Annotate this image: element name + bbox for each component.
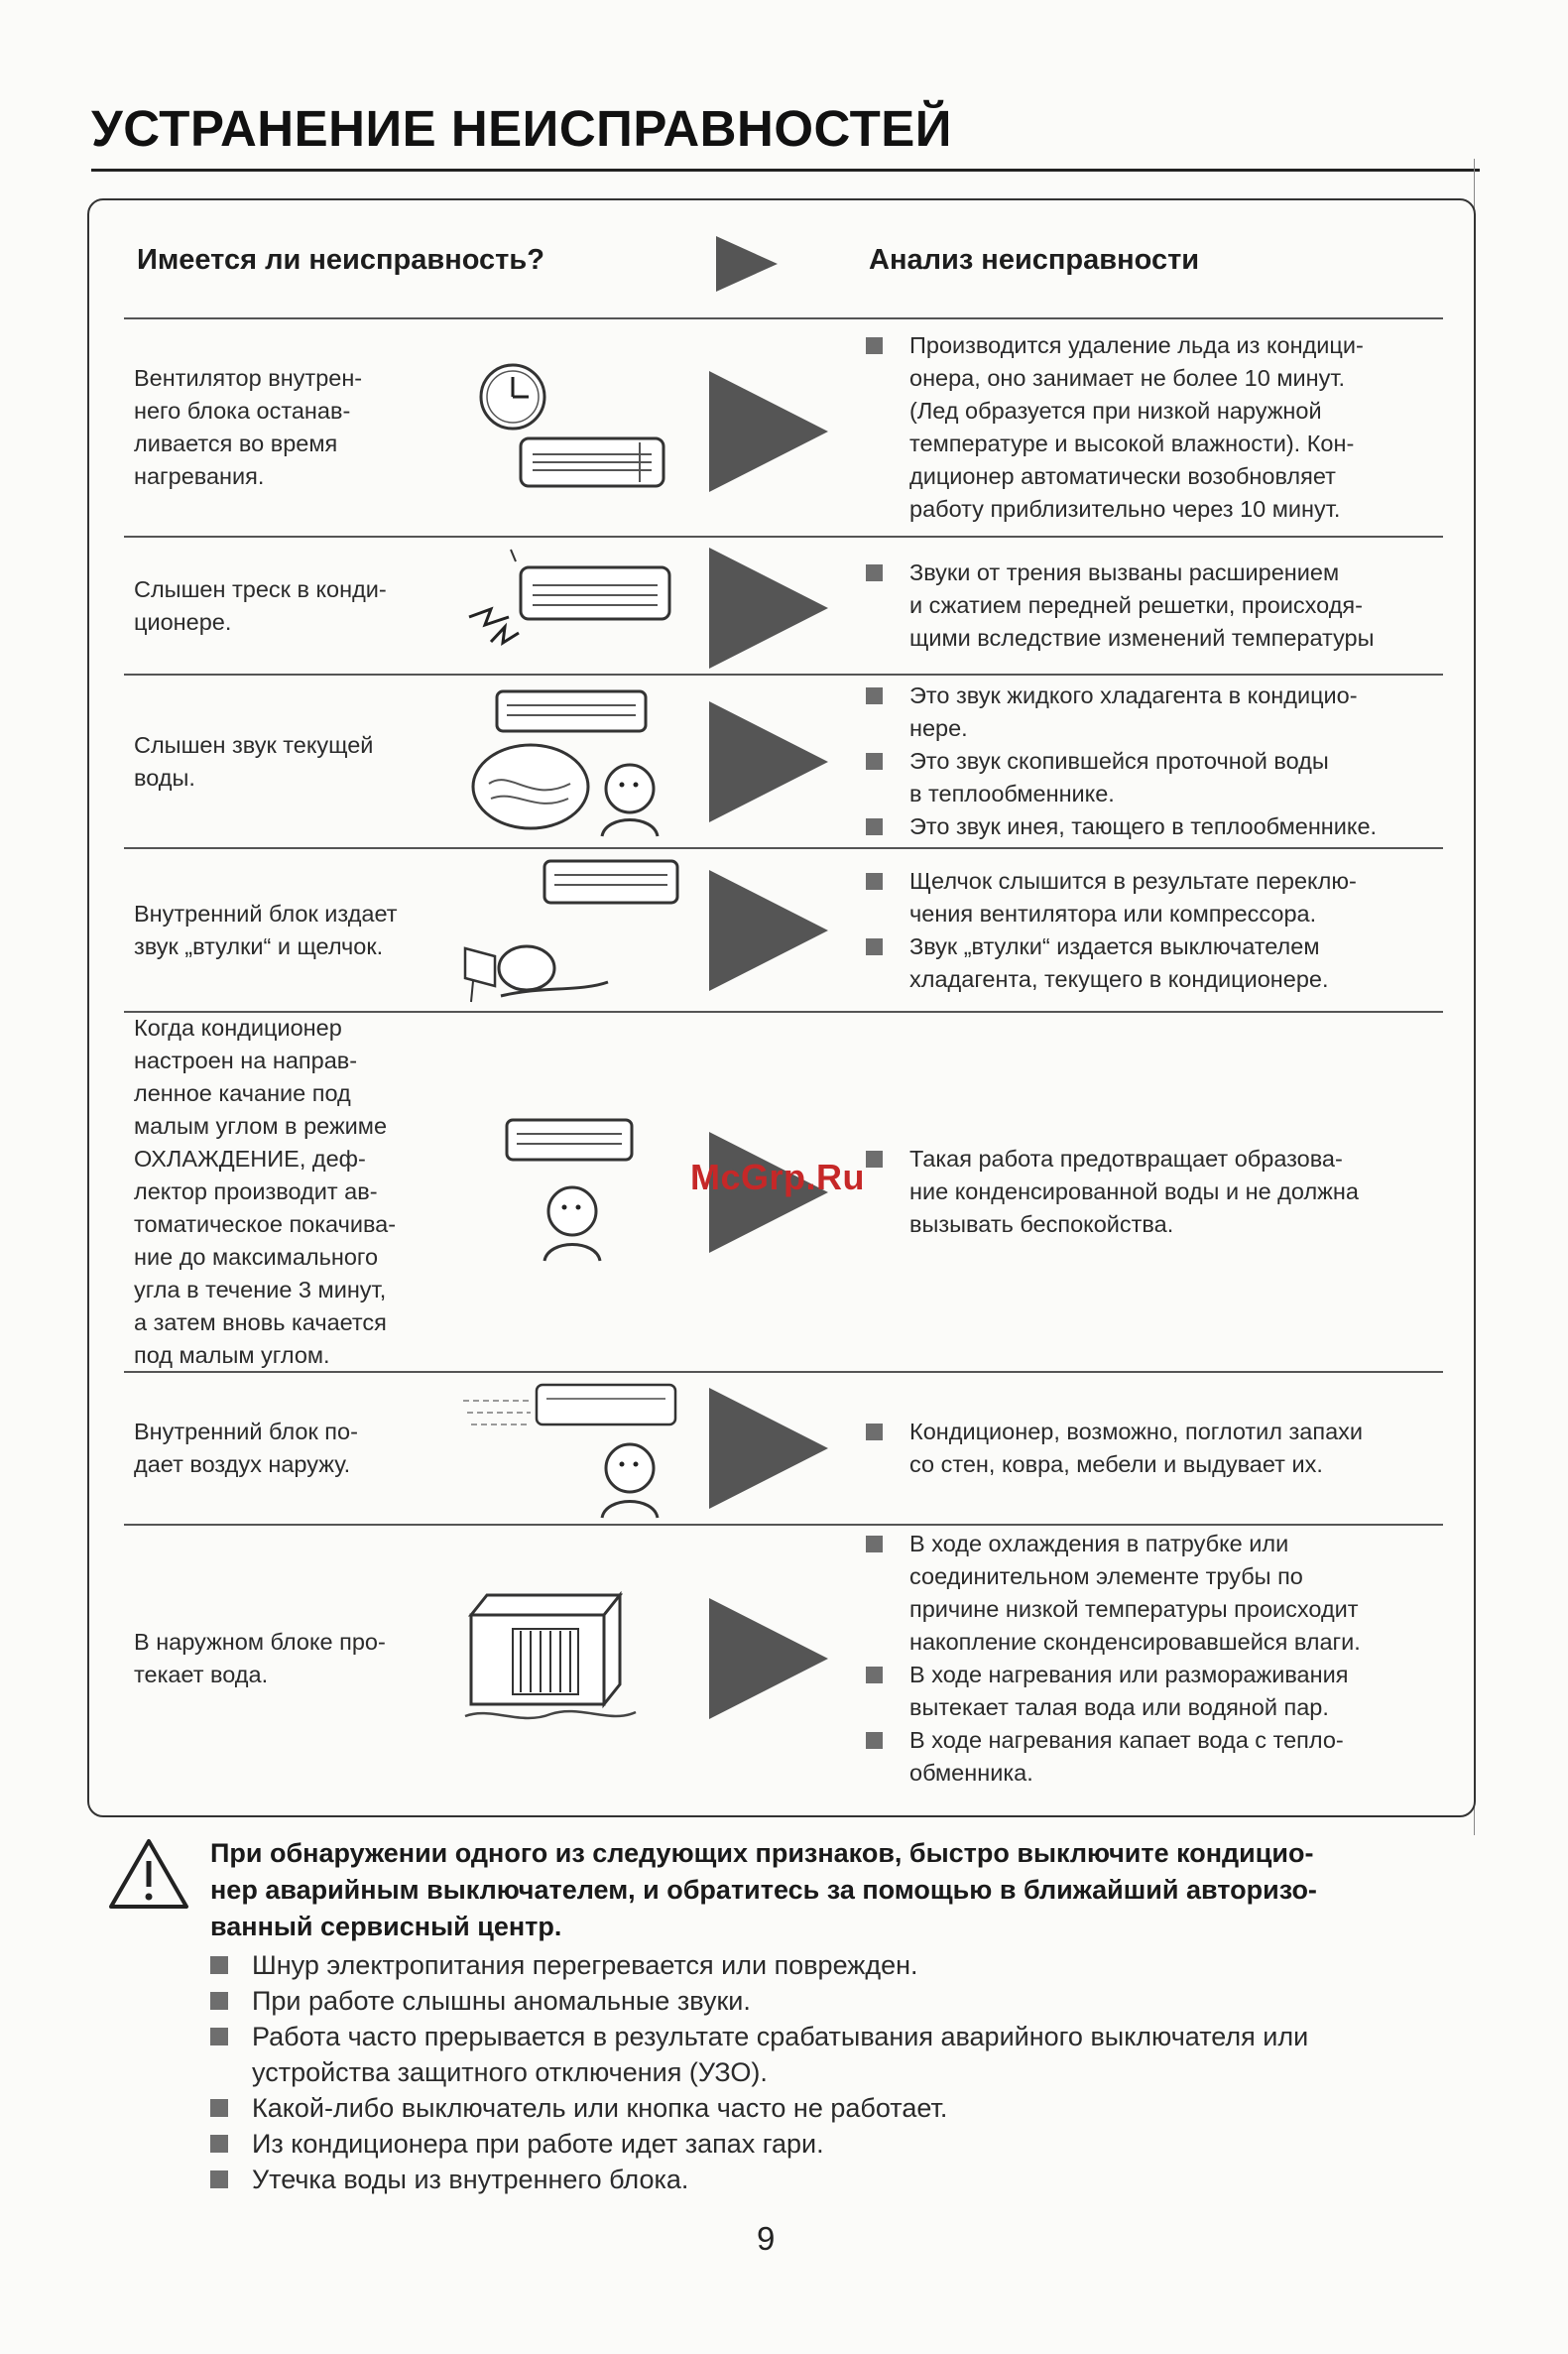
header-arrow-icon	[716, 236, 778, 292]
outdoor-unit-icon	[471, 1595, 620, 1704]
analysis-item: Это звук скопившейся проточной воды в теплообменнике.	[863, 745, 1557, 810]
analysis-text	[863, 676, 1557, 847]
page-title: УСТРАНЕНИЕ НЕИСПРАВНОСТЕЙ	[91, 100, 952, 157]
analysis-item: В ходе охлаждения в патрубке или соединительном элементе трубы по причине низкой температуры происходит накопление сконденсировавшейся влаги.	[863, 1528, 1557, 1659]
list-item: Работа часто прерывается в результате срабатывания аварийного выключателя или устройства защитного отключения (УЗО).	[210, 2019, 1480, 2090]
indoor-unit-icon	[521, 438, 663, 486]
thought-bubble-icon	[473, 745, 588, 828]
analysis-item: Щелчок слышится в результате переклю- чения вентилятора или компрессора.	[863, 865, 1557, 930]
symptom-text: В наружном блоке про- текает вода.	[134, 1629, 386, 1687]
analysis-item: Такая работа предотвращает образова- ние конденсированной воды и не должна вызывать беспокойства.	[863, 1143, 1557, 1241]
deflector-swing-illustration	[461, 1116, 650, 1265]
sleeping-person-illustration	[461, 857, 689, 1006]
warning-icon	[107, 1837, 190, 1911]
analysis-item: Это звук жидкого хладагента в кондицио- нере.	[863, 680, 1557, 745]
analysis-text	[863, 1013, 1557, 1371]
watermark: McGrp.Ru	[690, 1157, 866, 1197]
person-icon	[544, 1187, 600, 1261]
symptom-text: Внутренний блок издает звук „втулки“ и щелчок.	[134, 900, 398, 959]
list-item: Шнур электропитания перегревается или поврежден.	[210, 1947, 1480, 1983]
page-number: 9	[757, 2220, 776, 2257]
indoor-unit-icon	[544, 861, 677, 903]
table-row	[124, 676, 1443, 847]
water-sound-illustration	[461, 689, 679, 838]
person-icon	[602, 1444, 658, 1518]
analysis-item: В ходе нагревания капает вода с тепло- обменника.	[863, 1724, 1557, 1790]
indoor-unit-icon	[497, 691, 646, 731]
list-item: Утечка воды из внутреннего блока.	[210, 2162, 1480, 2197]
analysis-item: Кондиционер, возможно, поглотил запахи со стен, ковра, мебели и выдувает их.	[863, 1416, 1557, 1481]
column-header-problem: Имеется ли неисправность?	[137, 244, 544, 276]
column-header-analysis: Анализ неисправности	[869, 244, 1200, 276]
row-arrow-icon	[709, 870, 828, 991]
symptom-text: Слышен звук текущей воды.	[134, 731, 374, 791]
row-arrow-icon	[709, 548, 828, 669]
warning-list	[210, 1947, 1480, 2197]
water-puddle-icon	[465, 1711, 636, 1718]
analysis-text	[863, 319, 1557, 536]
table-row	[124, 538, 1443, 674]
air-flow-icon	[463, 1401, 531, 1425]
analysis-item: В ходе нагревания или размораживания вытекает талая вода или водяной пар.	[863, 1659, 1557, 1724]
crackle-lightning-icon	[469, 550, 519, 643]
analysis-text	[863, 1526, 1557, 1792]
indoor-unit-icon	[521, 567, 669, 619]
symptom-text: Слышен треск в конди- ционере.	[134, 575, 387, 635]
list-item: Из кондиционера при работе идет запах гари.	[210, 2126, 1480, 2162]
table-row	[124, 1526, 1443, 1792]
indoor-unit-icon	[537, 1385, 675, 1425]
clock-and-indoor-unit-illustration	[461, 359, 679, 498]
title-rule	[91, 169, 1480, 172]
outdoor-unit-leak-illustration	[461, 1585, 650, 1734]
crackling-indoor-unit-illustration	[461, 548, 679, 662]
air-blowing-illustration	[461, 1381, 689, 1520]
analysis-text	[863, 1373, 1557, 1524]
analysis-item: Производится удаление льда из кондици- онера, оно занимает не более 10 минут. (Лед образуется при низкой наружной температуре и высокой влажности). Кон- диционер автоматически возобновляет работу приблизительно через 10 минут.	[863, 329, 1557, 526]
person-in-bed-icon	[465, 946, 608, 1002]
symptom-text: Вентилятор внутрен- него блока останав- ливается во время нагревания.	[134, 365, 363, 489]
symptom-text: Внутренний блок по- дает воздух наружу.	[134, 1419, 358, 1477]
row-arrow-icon	[709, 701, 828, 822]
clock-icon	[481, 365, 544, 429]
analysis-item: Звук „втулки“ издается выключателем хладагента, текущего в кондиционере.	[863, 930, 1557, 996]
row-arrow-icon	[709, 1598, 828, 1719]
person-listening-icon	[602, 765, 658, 836]
row-arrow-icon	[709, 1388, 828, 1509]
table-row	[124, 849, 1443, 1011]
analysis-text	[863, 849, 1557, 1011]
symptom-text: Когда кондиционер настроен на направ- ленное качание под малым углом в режиме ОХЛАЖДЕНИЕ, деф- лектор производит ав- томатическое покачива- ние до максимального угла в течение 3 минут, а затем вновь качается под малым углом.	[134, 1015, 397, 1368]
list-item: Какой-либо выключатель или кнопка часто не работает.	[210, 2090, 1480, 2126]
list-item: При работе слышны аномальные звуки.	[210, 1983, 1480, 2019]
analysis-text	[863, 538, 1557, 674]
table-row	[124, 319, 1443, 536]
indoor-unit-icon	[507, 1120, 632, 1160]
table-row	[124, 1373, 1443, 1524]
analysis-item: Звуки от трения вызваны расширением и сжатием передней решетки, происходя- щими вследствие изменений температуры	[863, 557, 1557, 655]
warning-text: При обнаружении одного из следующих признаков, быстро выключите кондицио- нер аварийным выключателем, и обратитесь за помощью в ближайший авторизо- ванный сервисный центр.	[210, 1838, 1317, 1941]
analysis-item: Это звук инея, тающего в теплообменнике.	[863, 810, 1557, 843]
row-arrow-icon	[709, 371, 828, 492]
